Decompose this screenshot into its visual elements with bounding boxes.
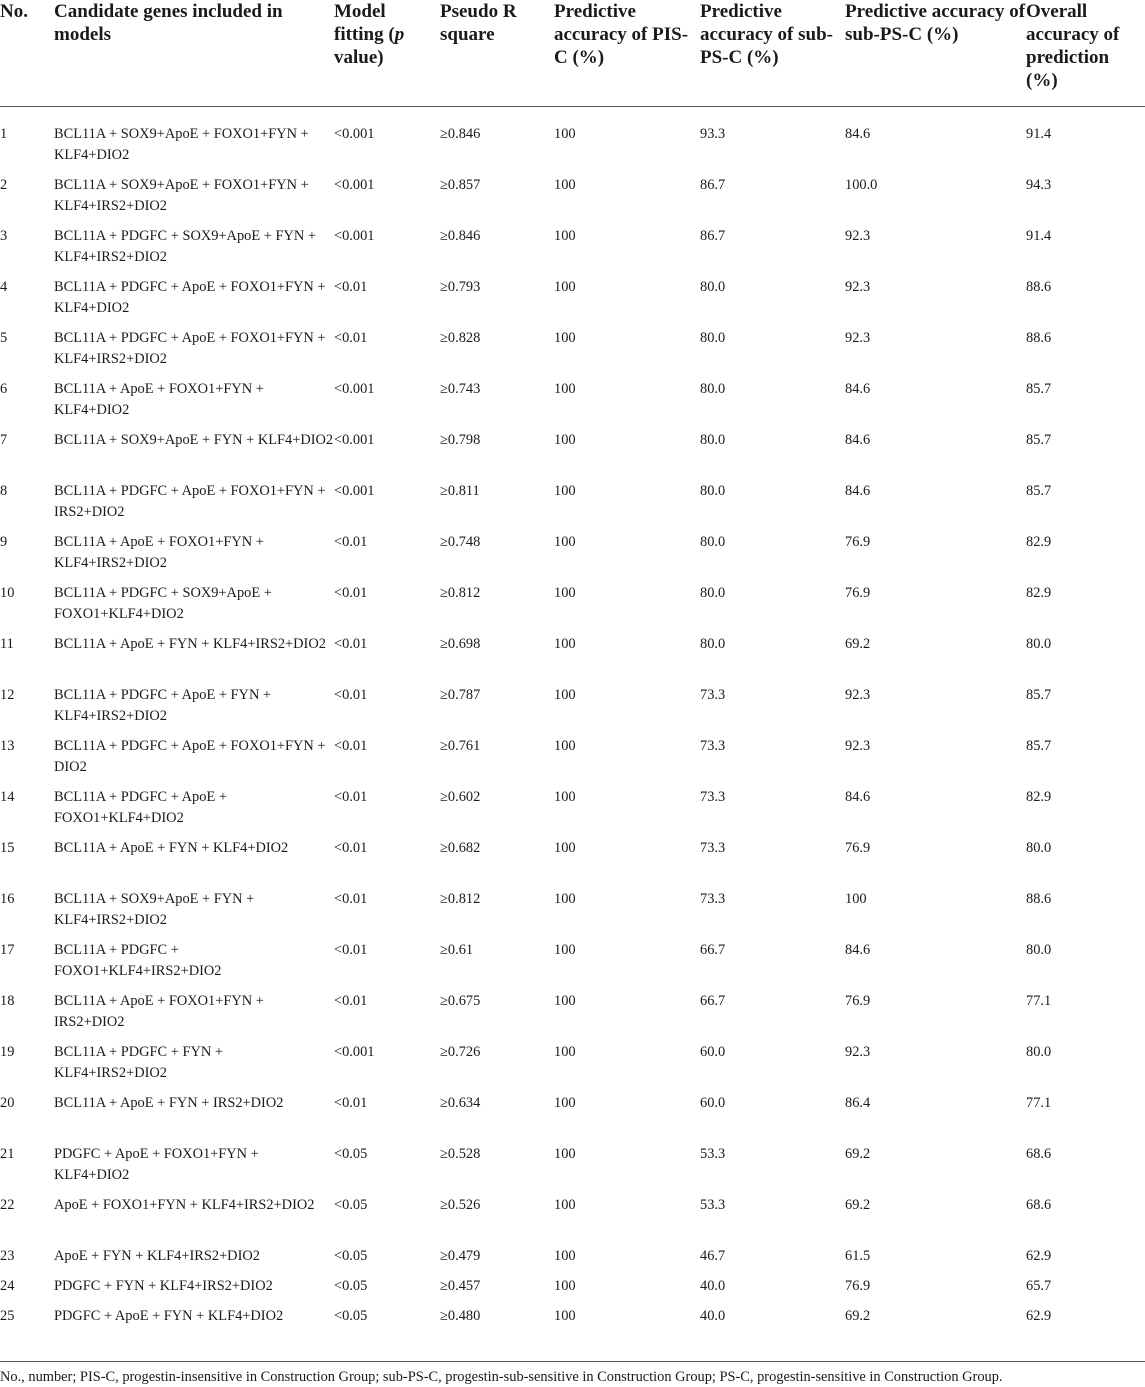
- header-model-fitting: Model fitting (p value): [334, 1, 405, 68]
- cell-ps-c: 84.6: [845, 381, 871, 397]
- cell-overall: 85.7: [1026, 381, 1052, 397]
- cell-no: 10: [0, 585, 15, 601]
- cell-pseudo-r2: ≥0.812: [440, 891, 481, 907]
- cell-p-value: <0.05: [334, 1278, 368, 1294]
- cell-genes: PDGFC + ApoE + FYN + KLF4+DIO2: [54, 1308, 284, 1324]
- cell-overall: 80.0: [1026, 942, 1052, 958]
- cell-genes: BCL11A + ApoE + FYN + IRS2+DIO2: [54, 1095, 284, 1111]
- cell-overall: 62.9: [1026, 1248, 1052, 1264]
- cell-pseudo-r2: ≥0.675: [440, 993, 481, 1009]
- cell-p-value: <0.01: [334, 330, 368, 346]
- cell-no: 17: [0, 942, 15, 958]
- cell-genes: BCL11A + PDGFC + ApoE + FOXO1+FYN + IRS2+DIO2: [54, 483, 326, 520]
- table-row: [0, 328, 1145, 379]
- table-row: [0, 175, 1145, 226]
- cell-sub-ps-c: 80.0: [700, 432, 726, 448]
- cell-pis-c: 100: [554, 585, 576, 601]
- cell-ps-c: 92.3: [845, 738, 871, 754]
- cell-ps-c: 84.6: [845, 432, 871, 448]
- cell-p-value: <0.001: [334, 432, 375, 448]
- cell-genes: BCL11A + PDGFC + FOXO1+KLF4+IRS2+DIO2: [54, 942, 222, 979]
- cell-sub-ps-c: 60.0: [700, 1095, 726, 1111]
- table-row: [0, 532, 1145, 583]
- cell-no: 4: [0, 279, 8, 295]
- cell-p-value: <0.01: [334, 891, 368, 907]
- cell-overall: 85.7: [1026, 432, 1052, 448]
- cell-no: 3: [0, 228, 8, 244]
- cell-overall: 91.4: [1026, 126, 1052, 142]
- header-overall: Overall accuracy of prediction (%): [1026, 1, 1120, 91]
- cell-no: 20: [0, 1095, 15, 1111]
- table-row: [0, 1144, 1145, 1195]
- table-footnote: No., number; PIS-C, progestin-insensitive in Construction Group; sub-PS-C, progestin-sub-sensitive in Construction Group; PS-C, progestin-sensitive in Construction Group.: [0, 1369, 1003, 1385]
- cell-p-value: <0.01: [334, 993, 368, 1009]
- cell-genes: BCL11A + PDGFC + SOX9+ApoE + FYN + KLF4+IRS2+DIO2: [54, 228, 316, 265]
- cell-sub-ps-c: 80.0: [700, 330, 726, 346]
- footer-rule: [0, 1361, 1145, 1362]
- cell-pis-c: 100: [554, 228, 576, 244]
- cell-sub-ps-c: 80.0: [700, 381, 726, 397]
- table-row: [0, 838, 1145, 889]
- table-row: [0, 1246, 1145, 1276]
- header-pseudo-r2: Pseudo R square: [440, 1, 517, 45]
- cell-ps-c: 69.2: [845, 1197, 871, 1213]
- cell-sub-ps-c: 73.3: [700, 789, 726, 805]
- table-row: [0, 685, 1145, 736]
- cell-overall: 77.1: [1026, 1095, 1052, 1111]
- cell-no: 25: [0, 1308, 15, 1324]
- cell-no: 22: [0, 1197, 15, 1213]
- header-genes: Candidate genes included in models: [54, 1, 283, 45]
- table-row: [0, 940, 1145, 991]
- cell-pseudo-r2: ≥0.828: [440, 330, 481, 346]
- cell-overall: 82.9: [1026, 534, 1052, 550]
- cell-no: 11: [0, 636, 14, 652]
- cell-pseudo-r2: ≥0.634: [440, 1095, 481, 1111]
- cell-overall: 80.0: [1026, 840, 1052, 856]
- cell-sub-ps-c: 53.3: [700, 1146, 726, 1162]
- cell-pis-c: 100: [554, 534, 576, 550]
- cell-ps-c: 92.3: [845, 330, 871, 346]
- cell-genes: BCL11A + SOX9+ApoE + FYN + KLF4+IRS2+DIO2: [54, 891, 255, 928]
- table-row: [0, 277, 1145, 328]
- cell-pis-c: 100: [554, 636, 576, 652]
- cell-p-value: <0.01: [334, 1095, 368, 1111]
- cell-genes: BCL11A + PDGFC + ApoE + FOXO1+KLF4+DIO2: [54, 789, 227, 826]
- cell-overall: 85.7: [1026, 483, 1052, 499]
- cell-pseudo-r2: ≥0.748: [440, 534, 481, 550]
- cell-no: 19: [0, 1044, 15, 1060]
- cell-pseudo-r2: ≥0.793: [440, 279, 481, 295]
- cell-ps-c: 92.3: [845, 228, 871, 244]
- cell-pseudo-r2: ≥0.61: [440, 942, 474, 958]
- cell-pis-c: 100: [554, 1146, 576, 1162]
- cell-p-value: <0.01: [334, 636, 368, 652]
- cell-overall: 65.7: [1026, 1278, 1052, 1294]
- table-row: [0, 481, 1145, 532]
- cell-pis-c: 100: [554, 177, 576, 193]
- cell-genes: BCL11A + SOX9+ApoE + FOXO1+FYN + KLF4+DIO2: [54, 126, 309, 163]
- cell-ps-c: 69.2: [845, 636, 871, 652]
- cell-no: 6: [0, 381, 8, 397]
- cell-sub-ps-c: 40.0: [700, 1278, 726, 1294]
- cell-genes: BCL11A + PDGFC + ApoE + FYN + KLF4+IRS2+DIO2: [54, 687, 272, 724]
- cell-ps-c: 100.0: [845, 177, 878, 193]
- cell-sub-ps-c: 86.7: [700, 228, 726, 244]
- cell-pis-c: 100: [554, 279, 576, 295]
- cell-p-value: <0.001: [334, 126, 375, 142]
- cell-pis-c: 100: [554, 1044, 576, 1060]
- cell-pseudo-r2: ≥0.812: [440, 585, 481, 601]
- table-row: [0, 1276, 1145, 1306]
- cell-genes: BCL11A + PDGFC + ApoE + FOXO1+FYN + KLF4+DIO2: [54, 279, 326, 316]
- cell-sub-ps-c: 40.0: [700, 1308, 726, 1324]
- table-row: [0, 430, 1145, 481]
- cell-no: 12: [0, 687, 15, 703]
- cell-overall: 68.6: [1026, 1146, 1052, 1162]
- cell-p-value: <0.01: [334, 534, 368, 550]
- cell-ps-c: 84.6: [845, 483, 871, 499]
- cell-pis-c: 100: [554, 789, 576, 805]
- table-row: [0, 634, 1145, 685]
- cell-sub-ps-c: 73.3: [700, 738, 726, 754]
- cell-genes: BCL11A + SOX9+ApoE + FYN + KLF4+DIO2: [54, 432, 334, 448]
- cell-overall: 88.6: [1026, 891, 1052, 907]
- cell-p-value: <0.001: [334, 228, 375, 244]
- cell-p-value: <0.01: [334, 585, 368, 601]
- cell-ps-c: 100: [845, 891, 867, 907]
- cell-p-value: <0.01: [334, 789, 368, 805]
- cell-no: 16: [0, 891, 15, 907]
- cell-ps-c: 92.3: [845, 279, 871, 295]
- cell-p-value: <0.001: [334, 381, 375, 397]
- header-no: No.: [0, 1, 28, 22]
- table-row: [0, 379, 1145, 430]
- cell-genes: ApoE + FYN + KLF4+IRS2+DIO2: [54, 1248, 260, 1264]
- cell-overall: 68.6: [1026, 1197, 1052, 1213]
- cell-genes: BCL11A + ApoE + FYN + KLF4+DIO2: [54, 840, 289, 856]
- cell-no: 2: [0, 177, 8, 193]
- cell-pseudo-r2: ≥0.761: [440, 738, 481, 754]
- cell-no: 24: [0, 1278, 15, 1294]
- cell-sub-ps-c: 80.0: [700, 636, 726, 652]
- cell-sub-ps-c: 86.7: [700, 177, 726, 193]
- cell-pseudo-r2: ≥0.787: [440, 687, 481, 703]
- cell-sub-ps-c: 73.3: [700, 687, 726, 703]
- cell-pseudo-r2: ≥0.480: [440, 1308, 481, 1324]
- table-row: [0, 889, 1145, 940]
- cell-no: 9: [0, 534, 8, 550]
- cell-ps-c: 92.3: [845, 687, 871, 703]
- cell-p-value: <0.01: [334, 279, 368, 295]
- cell-pseudo-r2: ≥0.682: [440, 840, 481, 856]
- cell-genes: BCL11A + PDGFC + SOX9+ApoE + FOXO1+KLF4+DIO2: [54, 585, 272, 622]
- cell-ps-c: 69.2: [845, 1146, 871, 1162]
- cell-ps-c: 92.3: [845, 1044, 871, 1060]
- table-row: [0, 1093, 1145, 1144]
- cell-pis-c: 100: [554, 993, 576, 1009]
- cell-genes: BCL11A + PDGFC + FYN + KLF4+IRS2+DIO2: [54, 1044, 223, 1081]
- cell-p-value: <0.05: [334, 1146, 368, 1162]
- cell-genes: BCL11A + ApoE + FOXO1+FYN + KLF4+IRS2+DIO2: [54, 534, 264, 571]
- cell-pseudo-r2: ≥0.698: [440, 636, 481, 652]
- cell-sub-ps-c: 53.3: [700, 1197, 726, 1213]
- table-header-row: [0, 0, 1145, 106]
- cell-ps-c: 76.9: [845, 993, 871, 1009]
- cell-pseudo-r2: ≥0.846: [440, 228, 481, 244]
- cell-p-value: <0.05: [334, 1248, 368, 1264]
- cell-pis-c: 100: [554, 1197, 576, 1213]
- cell-p-value: <0.05: [334, 1197, 368, 1213]
- cell-ps-c: 84.6: [845, 942, 871, 958]
- table-row: [0, 583, 1145, 634]
- cell-sub-ps-c: 80.0: [700, 534, 726, 550]
- cell-pis-c: 100: [554, 432, 576, 448]
- cell-p-value: <0.001: [334, 483, 375, 499]
- cell-no: 5: [0, 330, 8, 346]
- cell-pseudo-r2: ≥0.602: [440, 789, 481, 805]
- cell-p-value: <0.01: [334, 942, 368, 958]
- cell-no: 8: [0, 483, 8, 499]
- cell-sub-ps-c: 80.0: [700, 483, 726, 499]
- cell-no: 23: [0, 1248, 15, 1264]
- table-row: [0, 1195, 1145, 1246]
- cell-genes: BCL11A + ApoE + FOXO1+FYN + IRS2+DIO2: [54, 993, 264, 1030]
- cell-pis-c: 100: [554, 126, 576, 142]
- cell-sub-ps-c: 46.7: [700, 1248, 726, 1264]
- cell-overall: 88.6: [1026, 279, 1052, 295]
- cell-no: 15: [0, 840, 15, 856]
- cell-overall: 91.4: [1026, 228, 1052, 244]
- cell-ps-c: 76.9: [845, 1278, 871, 1294]
- cell-no: 21: [0, 1146, 15, 1162]
- cell-genes: BCL11A + PDGFC + ApoE + FOXO1+FYN + KLF4+IRS2+DIO2: [54, 330, 326, 367]
- header-rule: [0, 106, 1145, 107]
- cell-pseudo-r2: ≥0.479: [440, 1248, 481, 1264]
- cell-overall: 82.9: [1026, 585, 1052, 601]
- cell-p-value: <0.01: [334, 738, 368, 754]
- cell-ps-c: 84.6: [845, 789, 871, 805]
- cell-ps-c: 84.6: [845, 126, 871, 142]
- cell-p-value: <0.01: [334, 687, 368, 703]
- cell-overall: 85.7: [1026, 687, 1052, 703]
- table-row: [0, 736, 1145, 787]
- cell-pseudo-r2: ≥0.457: [440, 1278, 481, 1294]
- cell-pis-c: 100: [554, 381, 576, 397]
- table-row: [0, 1306, 1145, 1357]
- cell-pis-c: 100: [554, 330, 576, 346]
- cell-pis-c: 100: [554, 483, 576, 499]
- cell-overall: 82.9: [1026, 789, 1052, 805]
- cell-ps-c: 69.2: [845, 1308, 871, 1324]
- cell-pseudo-r2: ≥0.798: [440, 432, 481, 448]
- cell-sub-ps-c: 60.0: [700, 1044, 726, 1060]
- cell-genes: BCL11A + PDGFC + ApoE + FOXO1+FYN + DIO2: [54, 738, 326, 775]
- cell-pis-c: 100: [554, 891, 576, 907]
- cell-no: 1: [0, 126, 8, 142]
- table-row: [0, 226, 1145, 277]
- cell-no: 13: [0, 738, 15, 754]
- cell-pis-c: 100: [554, 687, 576, 703]
- cell-pis-c: 100: [554, 840, 576, 856]
- cell-overall: 88.6: [1026, 330, 1052, 346]
- cell-sub-ps-c: 66.7: [700, 993, 726, 1009]
- cell-pis-c: 100: [554, 942, 576, 958]
- cell-p-value: <0.001: [334, 177, 375, 193]
- cell-pis-c: 100: [554, 1278, 576, 1294]
- cell-pseudo-r2: ≥0.528: [440, 1146, 481, 1162]
- cell-sub-ps-c: 66.7: [700, 942, 726, 958]
- cell-genes: PDGFC + ApoE + FOXO1+FYN + KLF4+DIO2: [54, 1146, 259, 1183]
- cell-genes: BCL11A + ApoE + FYN + KLF4+IRS2+DIO2: [54, 636, 326, 652]
- cell-ps-c: 76.9: [845, 585, 871, 601]
- cell-no: 14: [0, 789, 15, 805]
- cell-genes: BCL11A + SOX9+ApoE + FOXO1+FYN + KLF4+IRS2+DIO2: [54, 177, 309, 214]
- cell-pis-c: 100: [554, 1248, 576, 1264]
- cell-sub-ps-c: 73.3: [700, 840, 726, 856]
- cell-genes: PDGFC + FYN + KLF4+IRS2+DIO2: [54, 1278, 273, 1294]
- cell-p-value: <0.05: [334, 1308, 368, 1324]
- cell-genes: BCL11A + ApoE + FOXO1+FYN + KLF4+DIO2: [54, 381, 264, 418]
- table-row: [0, 1042, 1145, 1093]
- cell-pseudo-r2: ≥0.846: [440, 126, 481, 142]
- cell-overall: 85.7: [1026, 738, 1052, 754]
- cell-sub-ps-c: 80.0: [700, 585, 726, 601]
- table-row: [0, 106, 1145, 175]
- cell-overall: 80.0: [1026, 636, 1052, 652]
- cell-sub-ps-c: 80.0: [700, 279, 726, 295]
- cell-pseudo-r2: ≥0.857: [440, 177, 481, 193]
- cell-pseudo-r2: ≥0.743: [440, 381, 481, 397]
- cell-genes: ApoE + FOXO1+FYN + KLF4+IRS2+DIO2: [54, 1197, 315, 1213]
- cell-overall: 77.1: [1026, 993, 1052, 1009]
- cell-pseudo-r2: ≥0.726: [440, 1044, 481, 1060]
- cell-pis-c: 100: [554, 1095, 576, 1111]
- cell-no: 7: [0, 432, 8, 448]
- cell-ps-c: 86.4: [845, 1095, 871, 1111]
- cell-overall: 80.0: [1026, 1044, 1052, 1060]
- table-row: [0, 991, 1145, 1042]
- cell-ps-c: 76.9: [845, 840, 871, 856]
- cell-overall: 62.9: [1026, 1308, 1052, 1324]
- cell-ps-c: 76.9: [845, 534, 871, 550]
- header-sub-ps-c: Predictive accuracy of sub-PS-C (%): [700, 1, 833, 68]
- header-pis-c: Predictive accuracy of PIS-C (%): [554, 1, 689, 68]
- cell-pis-c: 100: [554, 738, 576, 754]
- cell-pis-c: 100: [554, 1308, 576, 1324]
- cell-p-value: <0.001: [334, 1044, 375, 1060]
- cell-no: 18: [0, 993, 15, 1009]
- header-ps-c: Predictive accuracy of sub-PS-C (%): [845, 1, 1026, 45]
- cell-sub-ps-c: 93.3: [700, 126, 726, 142]
- cell-overall: 94.3: [1026, 177, 1052, 193]
- table-row: [0, 787, 1145, 838]
- cell-pseudo-r2: ≥0.526: [440, 1197, 481, 1213]
- cell-sub-ps-c: 73.3: [700, 891, 726, 907]
- cell-p-value: <0.01: [334, 840, 368, 856]
- cell-ps-c: 61.5: [845, 1248, 871, 1264]
- cell-pseudo-r2: ≥0.811: [440, 483, 480, 499]
